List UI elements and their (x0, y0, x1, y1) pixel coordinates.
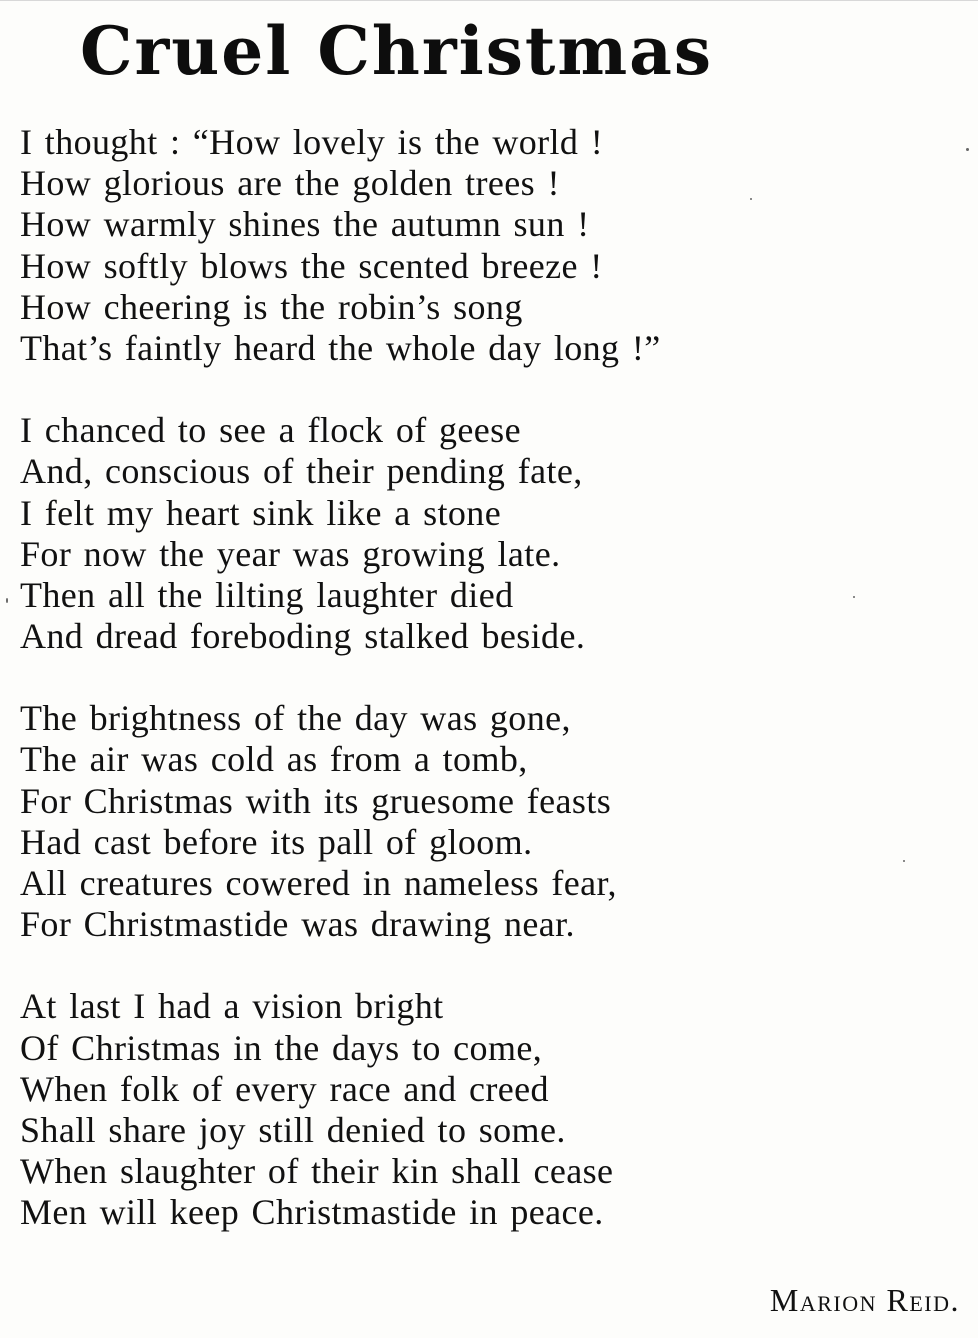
poem-line: All creatures cowered in nameless fear, (20, 863, 617, 903)
page-top-edge (0, 0, 978, 1)
poem-line: The air was cold as from a tomb, (20, 739, 528, 780)
poem-line: For Christmas with its gruesome feasts (20, 780, 612, 821)
stanza-1 (20, 122, 920, 369)
scan-speck (966, 148, 969, 151)
scan-speck (6, 598, 8, 603)
poem-line: Had cast before its pall of gloom. (20, 821, 533, 862)
poem-line: Shall share joy still denied to some. (20, 1109, 566, 1150)
stanza-3 (20, 698, 920, 945)
scan-speck (750, 198, 752, 200)
poem-line: How glorious are the golden trees ! (20, 163, 560, 204)
scan-speck (853, 596, 855, 598)
scan-speck (903, 860, 905, 862)
poem-title: Cruel Christmas (80, 12, 714, 90)
poem-line: The brightness of the day was gone, (20, 698, 571, 739)
poem-line: How warmly shines the autumn sun ! (20, 204, 590, 245)
author-signature: Marion Reid. (769, 1282, 960, 1318)
stanza-4 (20, 986, 920, 1233)
poem-line: At last I had a vision bright (20, 986, 444, 1027)
stanza-2 (20, 410, 920, 657)
poem-line: Of Christmas in the days to come, (20, 1027, 543, 1068)
poem-line: Then all the lilting laughter died (20, 574, 514, 615)
poem-line: And, conscious of their pending fate, (20, 451, 583, 492)
poem-line: How cheering is the robin’s song (20, 286, 523, 327)
poem-line: That’s faintly heard the whole day long !” (20, 327, 661, 368)
poem-line: I chanced to see a flock of geese (20, 410, 521, 451)
poem-line: How softly blows the scented breeze ! (20, 245, 603, 286)
poem-line: I thought : “How lovely is the world ! (20, 122, 604, 162)
poem-line: When slaughter of their kin shall cease (20, 1151, 614, 1192)
poem-line: For Christmastide was drawing near. (20, 904, 575, 945)
poem-line: When folk of every race and creed (20, 1068, 549, 1109)
poem-line: I felt my heart sink like a stone (20, 492, 502, 533)
poem-line: Men will keep Christmastide in peace. (20, 1192, 604, 1233)
poem-body (20, 122, 920, 1275)
poem-line: And dread foreboding stalked beside. (20, 616, 586, 657)
poem-line: For now the year was growing late. (20, 533, 561, 574)
